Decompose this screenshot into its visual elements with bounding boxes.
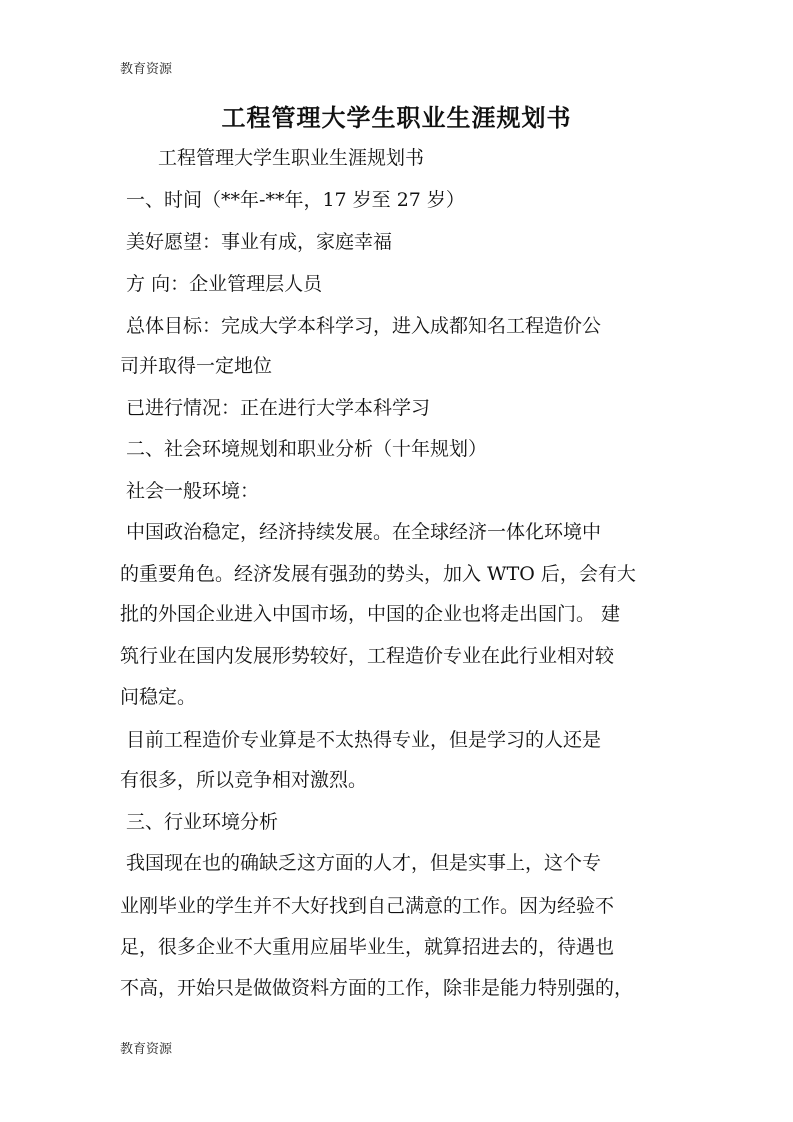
body-line: 的重要角色。经济发展有强劲的势头，加入 WTO 后，会有大	[120, 563, 636, 585]
body-line: 总体目标：完成大学本科学习，进入成都知名工程造价公	[120, 315, 602, 337]
body-line: 业刚毕业的学生并不大好找到自己满意的工作。因为经验不	[120, 895, 615, 917]
body-line: 二、社会环境规划和职业分析（十年规划）	[120, 438, 488, 460]
body-line: 社会一般环境：	[120, 480, 260, 502]
body-line: 方 向：企业管理层人员	[120, 273, 323, 295]
body-line: 有很多，所以竞争相对激烈。	[120, 769, 368, 791]
body-line: 中国政治稳定，经济持续发展。在全球经济一体化环境中	[120, 521, 602, 543]
body-line: 足，很多企业不大重用应届毕业生，就算招进去的，待遇也	[120, 936, 615, 958]
body-line: 问稳定。	[120, 686, 197, 708]
page-footer-label: 教育资源	[120, 1042, 173, 1057]
body-line: 批的外国企业进入中国市场，中国的企业也将走出国门。 建	[120, 603, 621, 625]
document-title: 工程管理大学生职业生涯规划书	[221, 104, 572, 132]
page-header-label: 教育资源	[120, 62, 173, 77]
body-line: 工程管理大学生职业生涯规划书	[120, 147, 425, 169]
body-line: 筑行业在国内发展形势较好，工程造价专业在此行业相对较	[120, 645, 615, 667]
body-line: 我国现在也的确缺乏这方面的人才，但是实事上，这个专	[120, 852, 602, 874]
body-line: 三、行业环境分析	[120, 811, 279, 833]
body-line: 一、时间（**年-**年，17 岁至 27 岁）	[120, 189, 465, 211]
body-line: 司并取得一定地位	[120, 355, 273, 377]
body-line: 美好愿望：事业有成，家庭幸福	[120, 231, 393, 253]
body-line: 已进行情况：正在进行大学本科学习	[120, 397, 431, 419]
body-line: 不高，开始只是做做资料方面的工作，除非是能力特别强的，	[120, 977, 634, 999]
body-line: 目前工程造价专业算是不太热得专业，但是学习的人还是	[120, 729, 602, 751]
